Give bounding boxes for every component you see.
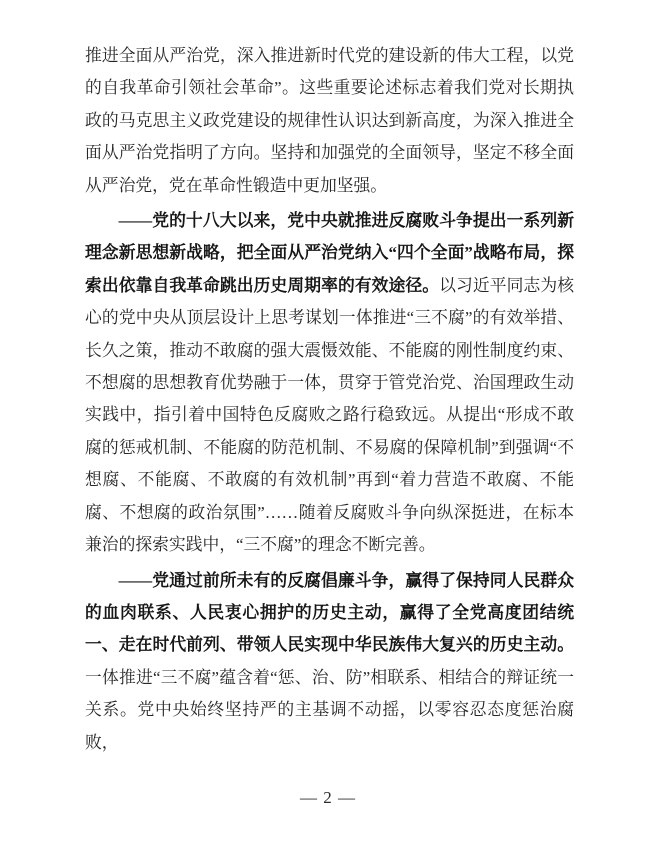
paragraph-bold-text: ——党的十八大以来，党中央就推进反腐败斗争提出一系列新理念新思想新战略，把全面从严治党纳入“四个全面”战略布局，探索出依靠自我革命跳出历史周期率的有效途径。 xyxy=(85,211,574,295)
document-body xyxy=(85,40,574,762)
paragraph-continuation xyxy=(85,40,574,202)
paragraph-normal-text: 一体推进“三不腐”蕴含着“惩、治、防”相联系、相结合的辩证统一关系。党中央始终坚持严的主基调不动摇，以零容忍态度惩治腐败， xyxy=(85,667,574,752)
paragraph-normal-text: 推进全面从严治党，深入推进新时代党的建设新的伟大工程，以党的自我革命引领社会革命”。这些重要论述标志着我们党对长期执政的马克思主义政党建设的规律性认识达到新高度，为深入推进全面从严治党指明了方向。坚持和加强党的全面领导，坚定不移全面从严治党，党在革命性锻造中更加坚强。 xyxy=(85,46,574,195)
paragraph-dash-item-2 xyxy=(85,565,574,759)
paragraph-dash-item-1 xyxy=(85,205,574,561)
paragraph-normal-text: 以习近平同志为核心的党中央从顶层设计上思考谋划一体推进“三不腐”的有效举措、长久之策，推动不敢腐的强大震慑效能、不能腐的刚性制度约束、不想腐的思想教育优势融于一体，贯穿于管党治党、治国理政生动实践中，指引着中国特色反腐败之路行稳致远。从提出“形成不敢腐的惩戒机制、不能腐的防范机制、不易腐的保障机制”到强调“不想腐、不能腐、不敢腐的有效机制”再到“着力营造不敢腐、不能腐、不想腐的政治氛围”……随着反腐败斗争向纵深挺进，在标本兼治的探索实践中，“三不腐”的理念不断完善。 xyxy=(85,275,574,555)
page-number: — 2 — xyxy=(300,788,356,807)
paragraph-bold-text: ——党通过前所未有的反腐倡廉斗争，赢得了保持同人民群众的血肉联系、人民衷心拥护的历史主动，赢得了全党高度团结统一、走在时代前列、带领人民实现中华民族伟大复兴的历史主动。 xyxy=(85,570,574,655)
